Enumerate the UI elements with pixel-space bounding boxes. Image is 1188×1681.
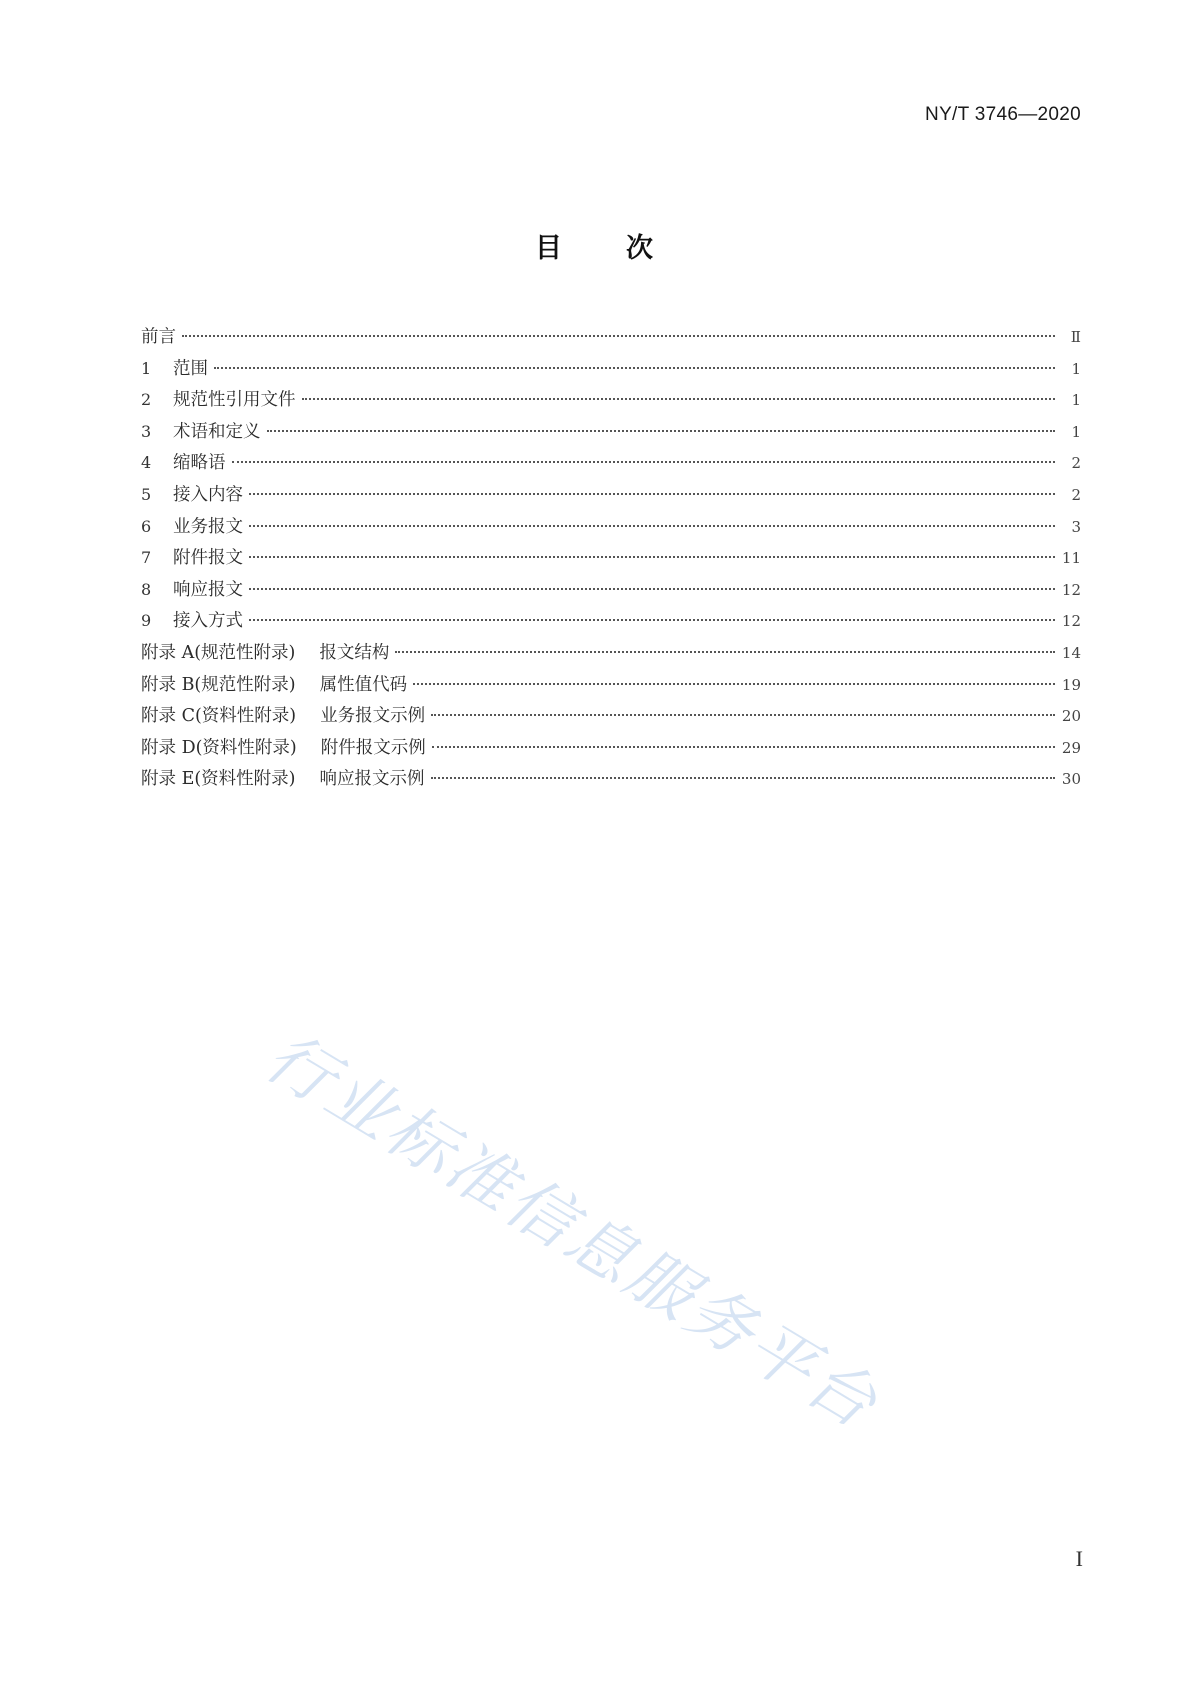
toc-entry-appendix-e[interactable]	[141, 765, 1081, 797]
toc-appendix-prefix: 附录 A(规范性附录)	[141, 642, 296, 663]
toc-appendix-prefix: 附录 B(规范性附录)	[141, 674, 296, 695]
toc-entry-label: 接入方式	[173, 611, 243, 632]
toc-entry-label: 业务报文	[173, 516, 243, 537]
toc-entry-2[interactable]	[141, 386, 1081, 418]
toc-entry-page: 12	[1061, 612, 1081, 631]
toc-entry-foreword[interactable]	[141, 323, 1081, 355]
toc-entry-number: 2	[141, 390, 152, 410]
toc-leader-dots	[432, 746, 1055, 748]
toc-leader-dots	[302, 398, 1056, 400]
toc-entry-1[interactable]	[141, 355, 1081, 387]
toc-heading	[0, 226, 1188, 265]
toc-leader-dots	[431, 714, 1055, 716]
toc-leader-dots	[249, 619, 1055, 621]
toc-appendix-prefix: 附录 C(资料性附录)	[141, 706, 297, 727]
toc-leader-dots	[267, 430, 1056, 432]
toc-entry-appendix-d[interactable]	[141, 734, 1081, 766]
toc-entry-label: 术语和定义	[173, 421, 261, 442]
toc-entry-page: 2	[1071, 485, 1081, 504]
toc-entry-page: 1	[1071, 391, 1081, 410]
toc-entry-label: 规范性引用文件	[173, 390, 296, 411]
toc-entry-8[interactable]	[141, 576, 1081, 608]
toc-entry-number: 7	[141, 548, 152, 568]
toc-entry-page: 19	[1061, 675, 1081, 694]
toc-entry-number: 8	[141, 579, 152, 599]
toc-entry-5[interactable]	[141, 481, 1081, 513]
toc-entry-appendix-b[interactable]	[141, 671, 1081, 703]
toc-entry-page: 30	[1061, 770, 1081, 789]
toc-leader-dots	[431, 777, 1056, 779]
toc-entry-page: 3	[1071, 517, 1081, 536]
toc-entry-label: 附件报文	[173, 548, 243, 569]
toc-entry-4[interactable]	[141, 449, 1081, 481]
toc-entry-6[interactable]	[141, 513, 1081, 545]
toc-entry-page: 2	[1071, 454, 1081, 473]
toc-entry-page: Ⅱ	[1070, 328, 1081, 346]
toc-leader-dots	[214, 367, 1055, 369]
toc-entry-label: 响应报文	[173, 579, 243, 600]
toc-entry-number: 5	[141, 484, 152, 504]
toc-entry-label: 响应报文示例	[319, 769, 425, 790]
toc-entry-label: 前言	[141, 327, 176, 347]
toc-entry-number: 6	[141, 516, 152, 536]
toc-appendix-prefix: 附录 E(资料性附录)	[141, 769, 296, 790]
toc-entry-3[interactable]	[141, 418, 1081, 450]
toc-entry-label: 缩略语	[173, 453, 226, 474]
watermark-text: 行业标准信息服务平台	[252, 1017, 893, 1445]
toc-entry-9[interactable]	[141, 607, 1081, 639]
toc-entry-label: 属性值代码	[319, 674, 408, 695]
page-number: I	[1075, 1546, 1083, 1571]
toc-leader-dots	[249, 556, 1055, 558]
toc-entry-page: 14	[1061, 643, 1081, 662]
toc-entry-number: 3	[141, 421, 152, 441]
toc-entry-appendix-a[interactable]	[141, 639, 1081, 671]
toc-entry-label: 业务报文示例	[320, 706, 426, 727]
toc-appendix-prefix: 附录 D(资料性附录)	[141, 737, 297, 758]
toc-entry-label: 报文结构	[319, 642, 390, 663]
toc-entry-label: 附件报文示例	[320, 737, 426, 758]
toc-entry-number: 4	[141, 453, 152, 473]
toc-entry-appendix-c[interactable]	[141, 702, 1081, 734]
toc-leader-dots	[249, 493, 1055, 495]
toc-entry-page: 1	[1071, 359, 1081, 378]
toc-heading-char-2: 次	[626, 233, 653, 264]
toc-entry-page: 1	[1071, 422, 1081, 441]
toc-leader-dots	[249, 588, 1055, 590]
toc-leader-dots	[182, 335, 1055, 337]
toc-entry-label: 范围	[173, 358, 208, 379]
toc-heading-char-1: 目	[535, 233, 562, 264]
toc-entry-page: 11	[1061, 549, 1081, 568]
toc-entry-page: 29	[1061, 738, 1081, 757]
toc-leader-dots	[232, 461, 1056, 463]
toc-leader-dots	[413, 683, 1055, 685]
toc-entry-page: 20	[1061, 707, 1081, 726]
toc-entry-number: 9	[141, 611, 152, 631]
toc-leader-dots	[395, 651, 1055, 653]
toc-leader-dots	[249, 525, 1055, 527]
toc-entry-7[interactable]	[141, 544, 1081, 576]
toc-entry-page: 12	[1061, 580, 1081, 599]
document-id: NY/T 3746—2020	[925, 104, 1081, 125]
toc-entry-number: 1	[141, 358, 152, 378]
toc-entry-label: 接入内容	[173, 484, 243, 505]
table-of-contents	[141, 323, 1081, 797]
